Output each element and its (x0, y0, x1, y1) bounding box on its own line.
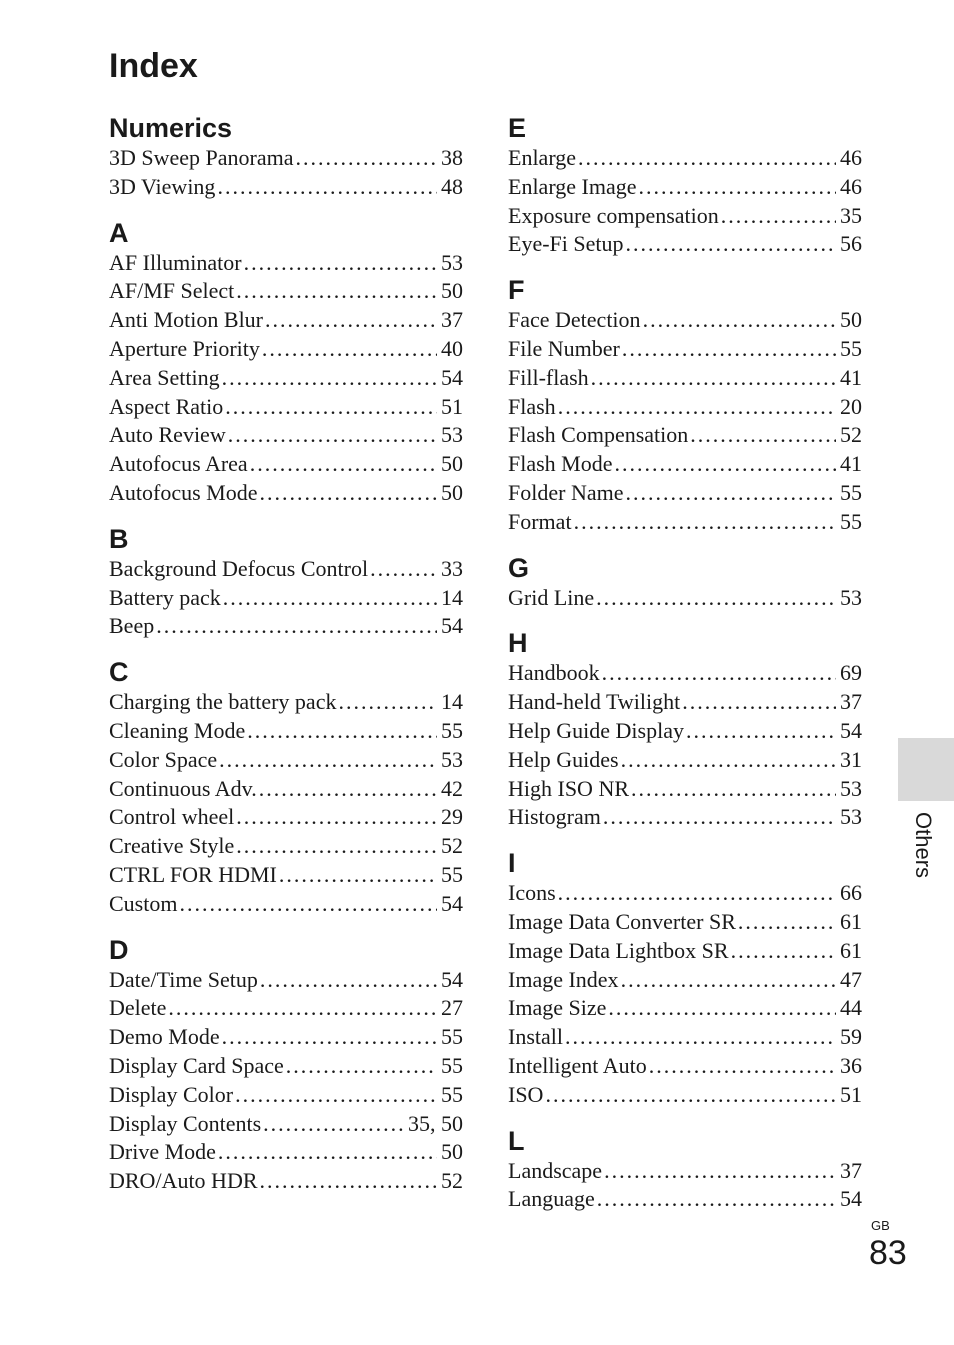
entry-page-ref: 50 (441, 278, 463, 304)
dot-leader (225, 393, 437, 422)
entry-term: DRO/Auto HDR (109, 1168, 258, 1194)
index-entry (109, 277, 463, 306)
entry-term: Icons (508, 880, 556, 906)
dot-leader (222, 1023, 437, 1052)
dot-leader (236, 832, 437, 861)
index-entry (508, 364, 862, 393)
entry-term: Folder Name (508, 479, 624, 505)
entry-page-ref: 53 (441, 746, 463, 772)
dot-leader (262, 335, 437, 364)
index-section (508, 1125, 862, 1215)
entry-term: File Number (508, 335, 620, 361)
index-entry (109, 1023, 463, 1052)
entry-term: Language (508, 1186, 595, 1212)
entry-term: Enlarge (508, 145, 577, 170)
entry-page-ref: 55 (441, 1024, 463, 1050)
dot-leader (236, 277, 437, 306)
entry-term: Exposure compensation (508, 202, 719, 228)
entry-page-ref: 52 (441, 1168, 463, 1194)
dot-leader (622, 335, 836, 364)
dot-leader (235, 1081, 437, 1110)
section-heading: E (508, 113, 527, 143)
index-entry (109, 688, 463, 717)
index-section (109, 656, 463, 918)
dot-leader (247, 717, 437, 746)
entry-page-ref: 61 (840, 937, 862, 963)
index-section (109, 112, 463, 202)
index-entry (508, 994, 862, 1023)
entry-page-ref: 44 (840, 995, 862, 1021)
entry-page-ref: 53 (441, 422, 463, 448)
index-entry (508, 230, 862, 259)
entry-term: Custom (109, 890, 178, 916)
entry-term: Aperture Priority (109, 335, 260, 361)
dot-leader (565, 1023, 836, 1052)
entry-page-ref: 37 (441, 307, 463, 333)
index-entry (109, 306, 463, 335)
index-entry (508, 908, 862, 937)
index-entry (508, 479, 862, 508)
entry-term: Image Data Converter SR (508, 908, 736, 934)
entry-page-ref: 53 (840, 775, 862, 801)
entry-term: Charging the battery pack (109, 689, 337, 715)
index-entry (109, 555, 463, 584)
entry-page-ref: 48 (441, 173, 463, 199)
entry-term: Beep (109, 613, 155, 639)
index-entry (508, 966, 862, 995)
entry-page-ref: 35, 50 (408, 1110, 463, 1136)
entry-term: Histogram (508, 804, 601, 830)
dot-leader (574, 508, 836, 537)
dot-leader (638, 173, 836, 202)
index-entry (508, 879, 862, 908)
dot-leader (338, 688, 437, 717)
dot-leader (236, 803, 437, 832)
entry-page-ref: 61 (840, 908, 862, 934)
dot-leader (631, 775, 836, 804)
index-entry (508, 144, 862, 173)
index-entry (109, 994, 463, 1023)
index-section (508, 847, 862, 1109)
section-heading: D (109, 934, 129, 965)
index-section (109, 934, 463, 1196)
entry-page-ref: 50 (840, 307, 862, 333)
entry-page-ref: 46 (840, 145, 862, 170)
entry-term: Handbook (508, 660, 600, 686)
entry-page-ref: 29 (441, 804, 463, 830)
entry-term: Demo Mode (109, 1024, 220, 1050)
index-entry (508, 717, 862, 746)
index-entry (109, 421, 463, 450)
index-entry (109, 450, 463, 479)
entry-term: AF Illuminator (109, 249, 242, 275)
entry-page-ref: 54 (441, 364, 463, 390)
entry-page-ref: 66 (840, 880, 862, 906)
entry-term: Grid Line (508, 584, 595, 610)
entry-page-ref: 47 (840, 966, 862, 992)
entry-term: Cleaning Mode (109, 717, 246, 743)
section-tab-marker (898, 738, 954, 801)
index-entry (109, 861, 463, 890)
dot-leader (643, 306, 836, 335)
dot-leader (603, 803, 836, 832)
dot-leader (168, 994, 437, 1023)
section-side-label: Others (911, 812, 936, 879)
section-heading: H (508, 628, 528, 659)
index-entry (109, 832, 463, 861)
entry-page-ref: 53 (840, 804, 862, 830)
entry-page-ref: 35 (840, 202, 862, 228)
entry-page-ref: 55 (441, 1052, 463, 1078)
section-heading: C (109, 657, 129, 688)
index-entry (109, 584, 463, 613)
dot-leader (263, 1110, 404, 1139)
entry-page-ref: 54 (441, 613, 463, 639)
entry-term: Flash Mode (508, 451, 613, 477)
entry-page-ref: 53 (840, 584, 862, 610)
entry-term: Background Defocus Control (109, 555, 369, 581)
index-entry (109, 1167, 463, 1196)
dot-leader (260, 966, 437, 995)
dot-leader (621, 966, 836, 995)
entry-term: Display Card Space (109, 1052, 284, 1078)
index-entry (109, 364, 463, 393)
entry-term: 3D Viewing (109, 173, 216, 199)
dot-leader (259, 479, 437, 508)
entry-page-ref: 27 (441, 995, 463, 1021)
entry-term: Landscape (508, 1157, 603, 1183)
index-entry (508, 306, 862, 335)
entry-page-ref: 50 (441, 479, 463, 505)
dot-leader (370, 555, 437, 584)
dot-leader (608, 994, 836, 1023)
entry-page-ref: 51 (840, 1081, 862, 1107)
dot-leader (604, 1157, 836, 1186)
index-entry (109, 1081, 463, 1110)
index-entry (109, 173, 463, 202)
entry-page-ref: 20 (840, 393, 862, 419)
entry-page-ref: 55 (441, 861, 463, 887)
index-section (109, 523, 463, 641)
section-heading: L (508, 1125, 525, 1156)
entry-term: 3D Sweep Panorama (109, 145, 294, 170)
entry-term: CTRL FOR HDMI (109, 861, 277, 887)
entry-page-ref: 36 (840, 1052, 862, 1078)
index-entry (508, 1157, 862, 1186)
dot-leader (250, 450, 437, 479)
dot-leader (578, 144, 836, 173)
section-heading: I (508, 848, 516, 879)
entry-page-ref: 59 (840, 1024, 862, 1050)
entry-term: AF/MF Select (109, 278, 235, 304)
index-entry (508, 1081, 862, 1110)
index-entry (508, 202, 862, 231)
entry-page-ref: 31 (840, 746, 862, 772)
dot-leader (721, 202, 836, 231)
entry-term: Help Guides (508, 746, 619, 772)
entry-page-ref: 51 (441, 393, 463, 419)
section-heading: G (508, 552, 530, 583)
index-entry (109, 966, 463, 995)
entry-page-ref: 55 (441, 1081, 463, 1107)
entry-term: Install (508, 1024, 563, 1050)
index-entry (508, 688, 862, 717)
dot-leader (591, 364, 836, 393)
entry-term: Auto Review (109, 422, 226, 448)
dot-leader (222, 364, 437, 393)
entry-term: Face Detection (508, 307, 641, 333)
dot-leader (558, 879, 836, 908)
entry-term: Autofocus Area (109, 451, 248, 477)
entry-page-ref: 52 (441, 833, 463, 859)
dot-leader (244, 249, 437, 278)
dot-leader (296, 144, 437, 173)
entry-page-ref: 52 (840, 422, 862, 448)
index-entry (508, 1185, 862, 1214)
dot-leader (621, 746, 836, 775)
entry-page-ref: 41 (840, 364, 862, 390)
dot-leader (218, 1138, 437, 1167)
dot-leader (731, 937, 836, 966)
dot-leader (179, 890, 437, 919)
index-entry (109, 1052, 463, 1081)
index-entry (508, 450, 862, 479)
dot-leader (279, 861, 437, 890)
entry-term: Image Data Lightbox SR (508, 937, 729, 963)
entry-term: Battery pack (109, 584, 221, 610)
dot-leader (228, 421, 437, 450)
dot-leader (602, 659, 836, 688)
entry-page-ref: 55 (441, 717, 463, 743)
dot-leader (223, 584, 437, 613)
entry-term: Creative Style (109, 833, 235, 859)
entry-page-ref: 14 (441, 584, 463, 610)
entry-page-ref: 55 (840, 508, 862, 534)
dot-leader (217, 173, 437, 202)
dot-leader (259, 775, 437, 804)
entry-term: Area Setting (109, 364, 220, 390)
dot-leader (738, 908, 836, 937)
entry-term: Intelligent Auto (508, 1052, 647, 1078)
entry-page-ref: 56 (840, 231, 862, 257)
dot-leader (156, 612, 437, 641)
entry-term: Flash (508, 393, 556, 419)
dot-leader (615, 450, 837, 479)
index-entry (109, 612, 463, 641)
entry-term: High ISO NR (508, 775, 630, 801)
dot-leader (260, 1167, 437, 1196)
entry-page-ref: 33 (441, 555, 463, 581)
index-section (508, 112, 862, 259)
entry-term: Fill-flash (508, 364, 589, 390)
dot-leader (558, 393, 836, 422)
entry-term: Continuous Adv. (109, 775, 257, 801)
index-entry (109, 479, 463, 508)
entry-term: Eye-Fi Setup (508, 231, 624, 257)
index-entry (508, 659, 862, 688)
index-entry (109, 393, 463, 422)
entry-page-ref: 41 (840, 451, 862, 477)
index-entry (109, 144, 463, 173)
index-entry (508, 508, 862, 537)
index-entry (109, 803, 463, 832)
entry-term: Enlarge Image (508, 173, 637, 199)
entry-page-ref: 46 (840, 173, 862, 199)
page-title: Index (109, 47, 198, 85)
index-entry (508, 335, 862, 364)
entry-page-ref: 54 (441, 966, 463, 992)
section-heading: F (508, 275, 525, 306)
dot-leader (686, 717, 836, 746)
entry-term: Image Index (508, 966, 619, 992)
entry-term: Anti Motion Blur (109, 307, 264, 333)
entry-page-ref: 69 (840, 660, 862, 686)
section-heading: A (109, 217, 129, 248)
index-section (508, 552, 862, 613)
entry-term: Hand-held Twilight (508, 689, 681, 715)
entry-page-ref: 55 (840, 479, 862, 505)
section-heading: B (109, 523, 129, 554)
index-entry (508, 775, 862, 804)
page-number: 83 (869, 1234, 907, 1272)
entry-term: ISO (508, 1081, 544, 1107)
entry-page-ref: 42 (441, 775, 463, 801)
index-entry (508, 1052, 862, 1081)
dot-leader (286, 1052, 437, 1081)
index-column-right (508, 112, 862, 1229)
index-entry (109, 1110, 463, 1139)
dot-leader (649, 1052, 836, 1081)
entry-term: Image Size (508, 995, 607, 1021)
index-entry (508, 584, 862, 613)
entry-page-ref: 55 (840, 335, 862, 361)
dot-leader (596, 584, 836, 613)
entry-page-ref: 54 (840, 717, 862, 743)
entry-term: Display Contents (109, 1110, 262, 1136)
entry-page-ref: 50 (441, 451, 463, 477)
section-heading: Numerics (109, 113, 233, 143)
entry-term: Control wheel (109, 804, 235, 830)
entry-term: Aspect Ratio (109, 393, 224, 419)
index-entry (109, 1138, 463, 1167)
dot-leader (626, 230, 837, 259)
index-entry (109, 775, 463, 804)
index-column-left (109, 112, 463, 1211)
index-entry (109, 335, 463, 364)
index-entry (508, 937, 862, 966)
entry-page-ref: 37 (840, 1157, 862, 1183)
entry-term: Display Color (109, 1081, 234, 1107)
dot-leader (219, 746, 437, 775)
dot-leader (682, 688, 836, 717)
index-entry (109, 890, 463, 919)
index-entry (508, 803, 862, 832)
index-entry (508, 746, 862, 775)
dot-leader (265, 306, 437, 335)
dot-leader (545, 1081, 836, 1110)
entry-page-ref: 50 (441, 1139, 463, 1165)
dot-leader (690, 421, 836, 450)
entry-page-ref: 54 (840, 1186, 862, 1212)
entry-term: Format (508, 508, 572, 534)
region-code-label: GB (871, 1218, 890, 1233)
entry-page-ref: 53 (441, 249, 463, 275)
entry-page-ref: 37 (840, 689, 862, 715)
entry-page-ref: 40 (441, 335, 463, 361)
index-entry (109, 746, 463, 775)
index-entry (508, 1023, 862, 1052)
entry-page-ref: 14 (441, 689, 463, 715)
index-section (508, 627, 862, 832)
index-entry (109, 249, 463, 278)
index-entry (109, 717, 463, 746)
entry-term: Help Guide Display (508, 717, 684, 743)
entry-term: Autofocus Mode (109, 479, 258, 505)
index-section (508, 274, 862, 536)
dot-leader (625, 479, 836, 508)
entry-term: Color Space (109, 746, 218, 772)
entry-term: Delete (109, 995, 167, 1021)
index-section (109, 217, 463, 508)
entry-page-ref: 38 (441, 145, 463, 170)
entry-term: Drive Mode (109, 1139, 216, 1165)
index-entry (508, 421, 862, 450)
entry-term: Date/Time Setup (109, 966, 258, 992)
entry-term: Flash Compensation (508, 422, 689, 448)
index-entry (508, 173, 862, 202)
dot-leader (597, 1185, 836, 1214)
index-entry (508, 393, 862, 422)
entry-page-ref: 54 (441, 890, 463, 916)
